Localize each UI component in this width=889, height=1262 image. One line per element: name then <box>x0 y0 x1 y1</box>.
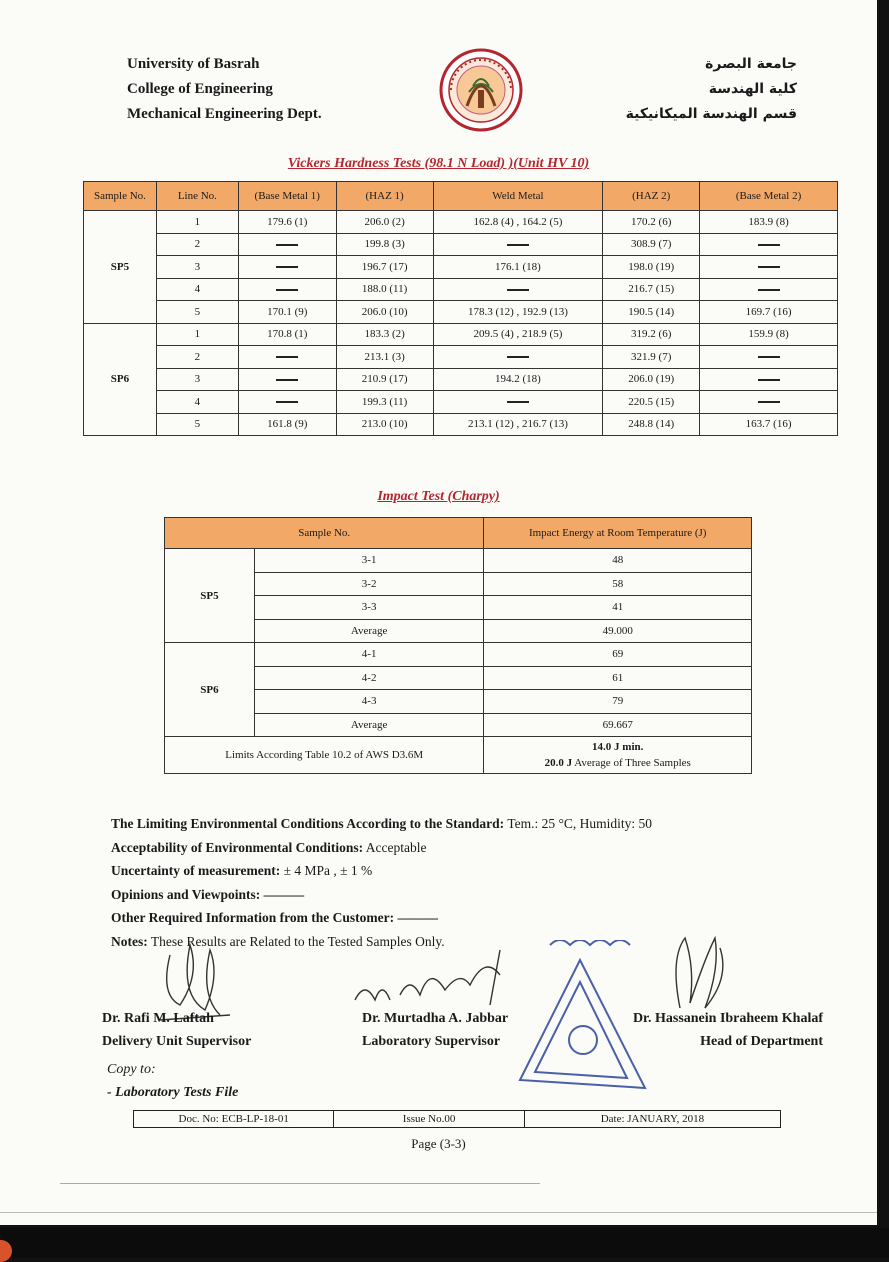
dash-mark <box>507 289 529 291</box>
table-row <box>84 256 838 279</box>
env-label: The Limiting Environmental Conditions According to the Standard: <box>111 816 505 831</box>
table-cell: 169.7 (16) <box>700 301 838 324</box>
table-cell: 183.9 (8) <box>700 211 838 234</box>
page-number: Page (3-3) <box>411 1136 466 1151</box>
notes-label: Notes: <box>111 933 148 949</box>
table-cell: 170.2 (6) <box>603 211 700 234</box>
header-haz-2: (HAZ 2) <box>603 182 700 211</box>
university-logo <box>437 46 525 134</box>
dash-mark <box>507 356 529 358</box>
table-cell: 209.5 (4) , 218.9 (5) <box>433 323 603 346</box>
college-name-ar: كلية الهندسة <box>708 81 797 97</box>
header-base-metal-2: (Base Metal 2) <box>700 182 838 211</box>
specimen-id: 4-2 <box>254 666 484 690</box>
impact-energy: 69.667 <box>484 713 752 737</box>
table-cell: 213.0 (10) <box>336 413 433 436</box>
specimen-id: 4-3 <box>254 690 484 714</box>
copy-to-block <box>107 1058 238 1104</box>
sample-id: SP5 <box>84 211 157 324</box>
table-cell: 170.1 (9) <box>238 301 336 324</box>
issue-date: Date: JANUARY, 2018 <box>600 1113 705 1125</box>
specimen-id: 4-1 <box>254 643 484 667</box>
header-english <box>127 52 322 127</box>
table-cell <box>238 346 336 369</box>
impact-energy: 69 <box>484 643 752 667</box>
table-row <box>84 346 838 369</box>
table-cell: 206.0 (2) <box>336 211 433 234</box>
header-haz-1: (HAZ 1) <box>336 182 433 211</box>
table-cell: 199.3 (11) <box>336 391 433 414</box>
impact-energy: 79 <box>484 690 752 714</box>
table-row <box>84 368 838 391</box>
table-cell <box>700 368 838 391</box>
table-row <box>84 391 838 414</box>
signature-head-of-department <box>598 1007 823 1053</box>
signature-lab-supervisor <box>362 1007 508 1053</box>
header-arabic <box>626 52 797 127</box>
dash-mark <box>758 289 780 291</box>
accept-value: Acceptable <box>363 839 427 855</box>
specimen-id: 3-1 <box>254 549 484 573</box>
hardness-table <box>83 181 838 436</box>
table-row <box>84 301 838 324</box>
department-name: Mechanical Engineering Dept. <box>127 106 322 122</box>
signatory-name: Dr. Murtadha A. Jabbar <box>362 1011 509 1026</box>
table-cell: 206.0 (10) <box>336 301 433 324</box>
table-cell <box>433 278 603 301</box>
table-row <box>84 323 838 346</box>
table-cell <box>238 368 336 391</box>
table-cell: 5 <box>156 413 238 436</box>
dash-mark <box>758 379 780 381</box>
table-cell: 159.9 (8) <box>700 323 838 346</box>
table-cell: 1 <box>156 211 238 234</box>
university-name: University of Basrah <box>127 56 260 72</box>
accept-label: Acceptability of Environmental Conditions: <box>111 839 364 855</box>
table-cell: 216.7 (15) <box>603 278 700 301</box>
dash-mark <box>758 266 780 268</box>
table-cell: 178.3 (12) , 192.9 (13) <box>433 301 603 324</box>
table-row <box>165 549 752 573</box>
table-cell <box>238 391 336 414</box>
hardness-title: Vickers Hardness Tests (98.1 N Load) )(Unit HV 10) <box>287 156 590 171</box>
table-cell: 248.8 (14) <box>603 413 700 436</box>
uncert-label: Uncertainty of measurement: <box>111 863 281 878</box>
table-cell: 198.0 (19) <box>603 256 700 279</box>
header-base-metal-1: (Base Metal 1) <box>238 182 336 211</box>
table-row <box>84 233 838 256</box>
dash-mark <box>507 244 529 246</box>
impact-header-sample: Sample No. <box>165 518 484 549</box>
sample-id: SP5 <box>165 549 255 643</box>
impact-title: Impact Test (Charpy) <box>377 489 500 504</box>
dash-mark <box>276 379 298 381</box>
dash-mark <box>276 356 298 358</box>
table-cell: 3 <box>156 256 238 279</box>
conditions-block <box>111 812 652 953</box>
table-cell <box>700 391 838 414</box>
header-weld-metal: Weld Metal <box>433 182 603 211</box>
specimen-id: 3-2 <box>254 572 484 596</box>
table-cell: 210.9 (17) <box>336 368 433 391</box>
impact-energy: 41 <box>484 596 752 620</box>
table-cell: 162.8 (4) , 164.2 (5) <box>433 211 603 234</box>
signature-scribble-3 <box>660 928 740 1018</box>
limits-min: 14.0 J min. <box>592 741 644 753</box>
table-cell: 206.0 (19) <box>603 368 700 391</box>
dash-mark <box>758 356 780 358</box>
specimen-id: 3-3 <box>254 596 484 620</box>
table-row <box>84 413 838 436</box>
table-cell: 161.8 (9) <box>238 413 336 436</box>
hardness-header-row <box>84 182 838 211</box>
dash-mark <box>507 401 529 403</box>
table-cell: 190.5 (14) <box>603 301 700 324</box>
scan-border <box>0 1228 889 1258</box>
college-name: College of Engineering <box>127 81 273 97</box>
signature-scribble-2 <box>350 945 520 1015</box>
signatory-role: Delivery Unit Supervisor <box>102 1034 252 1049</box>
impact-limits-row <box>165 737 752 774</box>
table-cell: 308.9 (7) <box>603 233 700 256</box>
table-cell: 196.7 (17) <box>336 256 433 279</box>
table-cell <box>433 346 603 369</box>
impact-energy: 58 <box>484 572 752 596</box>
specimen-id: Average <box>254 713 484 737</box>
impact-energy: 48 <box>484 549 752 573</box>
table-cell: 163.7 (16) <box>700 413 838 436</box>
doc-number: Doc. No: ECB-LP-18-01 <box>134 1111 334 1127</box>
limits-avg-text: Average of Three Samples <box>572 757 691 769</box>
sample-id: SP6 <box>84 323 157 436</box>
table-cell: 5 <box>156 301 238 324</box>
uncertainty <box>111 859 652 883</box>
signatory-role: Laboratory Supervisor <box>362 1034 501 1049</box>
table-cell: 199.8 (3) <box>336 233 433 256</box>
uncert-value: ± 4 MPa , ± 1 % <box>280 863 373 878</box>
divider <box>0 1212 877 1213</box>
impact-energy: 61 <box>484 666 752 690</box>
impact-energy: 49.000 <box>484 619 752 643</box>
impact-table <box>164 517 752 774</box>
limits-average <box>484 755 751 771</box>
table-cell: 170.8 (1) <box>238 323 336 346</box>
university-name-ar: جامعة البصرة <box>705 56 797 72</box>
dash-mark <box>758 401 780 403</box>
other-info <box>111 906 652 930</box>
env-conditions <box>111 812 652 836</box>
table-row <box>84 278 838 301</box>
table-cell <box>700 256 838 279</box>
table-cell: 4 <box>156 391 238 414</box>
header-sample: Sample No. <box>84 182 157 211</box>
opinions-label: Opinions and Viewpoints: ——— <box>111 886 305 902</box>
dash-mark <box>758 244 780 246</box>
table-cell: 213.1 (3) <box>336 346 433 369</box>
table-row <box>84 211 838 234</box>
other-label: Other Required Information from the Customer: ——— <box>111 910 438 925</box>
opinions <box>111 883 652 907</box>
table-cell: 2 <box>156 233 238 256</box>
table-cell: 179.6 (1) <box>238 211 336 234</box>
table-cell: 220.5 (15) <box>603 391 700 414</box>
table-cell: 176.1 (18) <box>433 256 603 279</box>
copy-item: - Laboratory Tests File <box>107 1085 239 1100</box>
copy-label: Copy to: <box>107 1062 156 1077</box>
table-cell <box>433 233 603 256</box>
table-row <box>165 643 752 667</box>
limits-avg-value: 20.0 J <box>544 757 573 769</box>
table-cell: 188.0 (11) <box>336 278 433 301</box>
table-cell <box>700 278 838 301</box>
specimen-id: Average <box>254 619 484 643</box>
signatory-role: Head of Department <box>700 1034 823 1049</box>
table-cell: 213.1 (12) , 216.7 (13) <box>433 413 603 436</box>
signatory-name: Dr. Hassanein Ibraheem Khalaf <box>632 1011 823 1026</box>
table-cell: 1 <box>156 323 238 346</box>
divider <box>60 1183 540 1184</box>
limits-values <box>484 737 752 774</box>
limits-label: Limits According Table 10.2 of AWS D3.6M <box>165 737 484 774</box>
issue-number: Issue No.00 <box>334 1111 524 1127</box>
acceptability <box>111 836 652 860</box>
header-line: Line No. <box>156 182 238 211</box>
dash-mark <box>276 401 298 403</box>
table-cell <box>238 233 336 256</box>
notes-value: These Results are Related to the Tested Samples Only. <box>147 933 445 949</box>
env-value: Tem.: 25 °C, Humidity: 50 <box>504 816 653 831</box>
table-cell <box>700 233 838 256</box>
table-cell <box>238 278 336 301</box>
document-footer <box>133 1110 781 1128</box>
table-cell: 4 <box>156 278 238 301</box>
table-cell <box>433 391 603 414</box>
table-cell <box>238 256 336 279</box>
table-cell: 319.2 (6) <box>603 323 700 346</box>
dash-mark <box>276 289 298 291</box>
table-cell <box>700 346 838 369</box>
impact-header-energy: Impact Energy at Room Temperature (J) <box>484 518 752 549</box>
table-cell: 3 <box>156 368 238 391</box>
signatory-name: Dr. Rafi M. Laftah <box>102 1011 214 1026</box>
dash-mark <box>276 266 298 268</box>
table-cell: 2 <box>156 346 238 369</box>
department-name-ar: قسم الهندسة الميكانيكية <box>625 106 797 122</box>
table-cell: 321.9 (7) <box>603 346 700 369</box>
sample-id: SP6 <box>165 643 255 737</box>
table-cell: 194.2 (18) <box>433 368 603 391</box>
dash-mark <box>276 244 298 246</box>
table-cell: 183.3 (2) <box>336 323 433 346</box>
signature-delivery-supervisor <box>102 1007 251 1053</box>
impact-header-row <box>165 518 752 549</box>
